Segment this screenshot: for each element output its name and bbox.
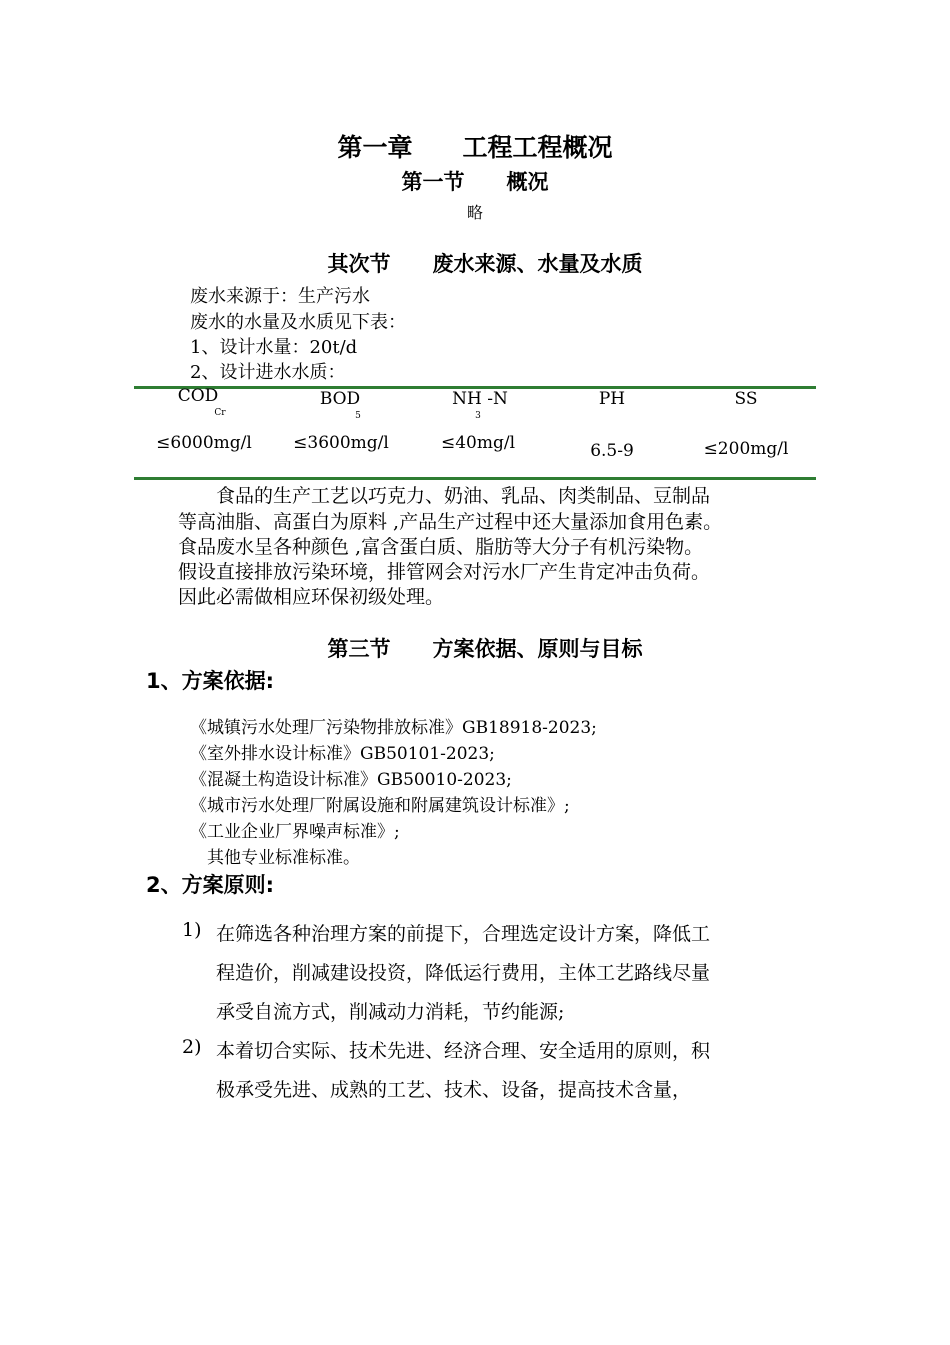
principle-line: 承受自流方式，削减动力消耗，节约能源; bbox=[216, 1001, 565, 1023]
basis-item: 《室外排水设计标准》GB50101-2023; bbox=[190, 744, 495, 764]
design-flow-line: 1、设计水量：20t/d bbox=[190, 337, 358, 358]
section3-title: 第三节 方案依据、原则与目标 bbox=[327, 637, 643, 661]
basis-item: 《城镇污水处理厂污染物排放标准》GB18918-2023; bbox=[190, 718, 597, 738]
table-bottom-rule bbox=[134, 477, 816, 480]
paragraph-line: 食品的生产工艺以巧克力、奶油、乳品、肉类制品、豆制品 bbox=[178, 485, 711, 507]
basis-item: 《城市污水处理厂附属设施和附属建筑设计标准》; bbox=[190, 796, 570, 816]
header-nh3n: NH -N bbox=[452, 389, 508, 409]
paragraph-line: 等高油脂、高蛋白为原料 ,产品生产过程中还大量添加食用色素。 bbox=[178, 511, 723, 533]
basis-item: 《工业企业厂界噪声标准》; bbox=[190, 822, 400, 842]
paragraph-line: 假设直接排放污染环境，排管网会对污水厂产生肯定冲击负荷。 bbox=[178, 561, 711, 583]
quality-intro-line: 废水的水量及水质见下表： bbox=[190, 312, 406, 333]
principle-heading: 2、方案原则: bbox=[146, 873, 275, 897]
header-cod: COD bbox=[177, 386, 219, 406]
header-bod: BOD bbox=[319, 389, 361, 409]
section2-title: 其次节 废水来源、水量及水质 bbox=[327, 252, 643, 276]
header-ss: SS bbox=[734, 389, 758, 409]
header-ph: PH bbox=[598, 389, 626, 409]
basis-heading: 1、方案依据: bbox=[146, 669, 275, 693]
header-bod-subscript: 5 bbox=[355, 411, 361, 421]
basis-item: 《混凝土构造设计标准》GB50010-2023; bbox=[190, 770, 512, 790]
principle-number: 1) bbox=[182, 919, 202, 941]
value-bod: ≤3600mg/l bbox=[293, 433, 389, 453]
principle-line: 程造价，削减建设投资，降低运行费用，主体工艺路线尽量 bbox=[216, 962, 711, 984]
principle-line: 本着切合实际、技术先进、经济合理、安全适用的原则，积 bbox=[216, 1040, 711, 1062]
header-cod-subscript: Cr bbox=[214, 408, 226, 418]
source-line: 废水来源于：生产污水 bbox=[190, 286, 370, 307]
header-nh3n-subscript: 3 bbox=[475, 411, 481, 421]
design-quality-line: 2、设计进水水质： bbox=[190, 362, 346, 383]
value-nh3n: ≤40mg/l bbox=[440, 433, 516, 453]
principle-number: 2) bbox=[182, 1036, 202, 1058]
principle-line: 在筛选各种治理方案的前提下，合理选定设计方案，降低工 bbox=[216, 923, 711, 945]
section1-text: 略 bbox=[466, 203, 483, 222]
section1-title: 第一节 概况 bbox=[401, 170, 549, 194]
principle-line: 极承受先进、成熟的工艺、技术、设备，提高技术含量， bbox=[216, 1079, 692, 1101]
chapter-title: 第一章 工程工程概况 bbox=[337, 133, 613, 162]
value-ph: 6.5-9 bbox=[590, 441, 634, 461]
basis-item: 其他专业标准标准。 bbox=[190, 848, 360, 868]
value-ss: ≤200mg/l bbox=[703, 439, 789, 459]
paragraph-line: 食品废水呈各种颜色 ,富含蛋白质、脂肪等大分子有机污染物。 bbox=[178, 536, 704, 558]
value-cod: ≤6000mg/l bbox=[156, 433, 252, 453]
paragraph-line: 因此必需做相应环保初级处理。 bbox=[178, 586, 445, 608]
